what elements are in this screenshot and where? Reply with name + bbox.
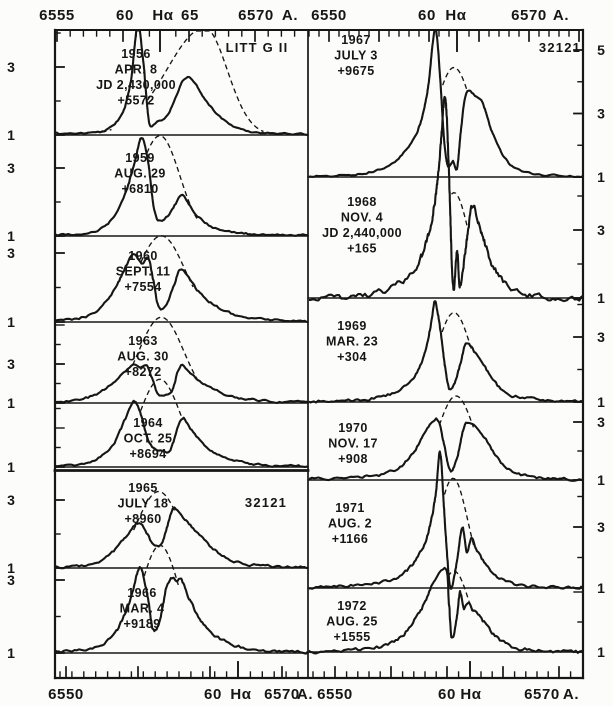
axis-tick-label: 6570 bbox=[264, 686, 300, 703]
axis-tick-label: A. bbox=[281, 7, 299, 24]
panel-label-line: JD 2,440,000 bbox=[322, 226, 402, 240]
y-tick-label: 1 bbox=[7, 645, 15, 661]
panel-label-line: 1965 bbox=[128, 481, 158, 495]
axis-tick-label: Hα bbox=[445, 7, 467, 24]
axis-tick-label: Hα bbox=[230, 686, 252, 703]
bottom-axis-left bbox=[48, 662, 313, 703]
axis-tick-label: Hα bbox=[152, 7, 174, 24]
axis-tick-label: 60 bbox=[116, 7, 134, 24]
panel-label-line: 1964 bbox=[133, 416, 163, 430]
dashed-comparison-profile bbox=[141, 379, 183, 419]
annotation bbox=[539, 40, 581, 55]
panel-label-line: 1966 bbox=[127, 586, 157, 600]
panel-1970 bbox=[308, 396, 605, 488]
dashed-comparison-profile bbox=[443, 68, 467, 90]
axis-tick-label: A. bbox=[296, 686, 314, 703]
y-tick-label: 3 bbox=[597, 414, 605, 430]
panel-label-line: +304 bbox=[337, 350, 367, 364]
y-tick-label: 5 bbox=[597, 42, 605, 58]
panel-label-line: +9675 bbox=[337, 64, 375, 78]
observed-profile bbox=[56, 254, 308, 322]
panel-label-line: NOV. 4 bbox=[340, 210, 384, 225]
panel-label-line: +5572 bbox=[117, 93, 155, 108]
axis-tick-label: 6550 bbox=[48, 686, 84, 703]
y-tick-label: 1 bbox=[7, 314, 15, 330]
y-tick-label: 1 bbox=[7, 560, 15, 576]
dashed-comparison-profile bbox=[452, 193, 468, 228]
y-tick-label: 1 bbox=[597, 394, 605, 410]
y-tick-label: 3 bbox=[597, 222, 605, 238]
panel-label-line: +6810 bbox=[121, 182, 159, 196]
dashed-comparison-profile bbox=[442, 313, 472, 352]
observed-profile bbox=[56, 364, 308, 403]
observed-profile bbox=[56, 138, 308, 236]
panel-1959 bbox=[7, 136, 308, 244]
axis-tick-label: 60 bbox=[438, 686, 456, 703]
y-tick-label: 1 bbox=[597, 644, 605, 660]
panel-1960 bbox=[7, 236, 308, 330]
observed-profile bbox=[56, 508, 308, 569]
panel-label-line: 1956 bbox=[121, 47, 151, 61]
y-tick-label: 1 bbox=[597, 580, 605, 596]
panel-label-line: MAR. 23 bbox=[325, 334, 379, 349]
plate-annotation: LITT G II bbox=[225, 40, 289, 55]
panel-label-line: JD 2,430,000 bbox=[96, 78, 176, 92]
panel-label-line: +1555 bbox=[333, 630, 371, 644]
axis-tick-label: 60 bbox=[418, 7, 436, 24]
panel-label-line: JULY 18 bbox=[117, 496, 169, 511]
panel-1968 bbox=[308, 97, 605, 306]
panel-label-line: 1968 bbox=[347, 195, 377, 209]
panel-label-line: +8272 bbox=[124, 365, 162, 379]
y-tick-label: 3 bbox=[597, 329, 605, 345]
panel-1972 bbox=[308, 568, 605, 660]
axis-tick-label: 6570 bbox=[238, 7, 274, 24]
panel-label-line: MAR. 4 bbox=[119, 601, 165, 616]
panel-label-line: APR. 8 bbox=[114, 62, 158, 77]
panel-label-line: JULY 3 bbox=[334, 48, 378, 63]
y-tick-label: 1 bbox=[597, 169, 605, 185]
panel-label-line: AUG. 25 bbox=[326, 614, 378, 629]
annotation bbox=[245, 495, 287, 510]
panel-1971 bbox=[308, 451, 605, 596]
bottom-axis-right bbox=[313, 662, 579, 703]
axis-tick-label: 6570 bbox=[524, 686, 560, 703]
y-tick-label: 3 bbox=[7, 160, 15, 176]
y-tick-label: 3 bbox=[7, 59, 15, 75]
panel-label-line: 1972 bbox=[337, 599, 367, 613]
panel-label-line: 1970 bbox=[338, 421, 368, 435]
y-tick-label: 3 bbox=[7, 245, 15, 261]
y-tick-label: 3 bbox=[597, 105, 605, 122]
panel-label-line: NOV. 17 bbox=[328, 436, 378, 451]
panel-label-line: +908 bbox=[338, 452, 368, 466]
panel-label-line: AUG. 29 bbox=[114, 166, 166, 181]
axis-tick-label: Hα bbox=[460, 686, 482, 703]
panel-label-line: 1967 bbox=[341, 33, 371, 47]
axis-tick-label: 6550 bbox=[317, 686, 353, 703]
axis-tick-label: 65 bbox=[181, 7, 199, 24]
y-tick-label: 1 bbox=[7, 459, 15, 475]
axis-tick-label: 60 bbox=[204, 686, 222, 703]
y-tick-label: 3 bbox=[597, 519, 605, 535]
axis-tick-label: A. bbox=[552, 7, 570, 24]
panel-label-line: +7554 bbox=[124, 280, 162, 294]
panel-1966 bbox=[7, 545, 308, 661]
y-tick-label: 3 bbox=[7, 356, 15, 372]
observed-profile bbox=[56, 401, 308, 467]
y-tick-label: 1 bbox=[597, 472, 605, 488]
axis-tick-label: 6550 bbox=[311, 7, 347, 24]
plate-annotation: 32121 bbox=[538, 40, 582, 55]
panel-label-line: +165 bbox=[347, 241, 377, 256]
panel-label-line: +8694 bbox=[129, 447, 167, 461]
y-tick-label: 1 bbox=[597, 290, 605, 306]
annotation bbox=[226, 40, 289, 55]
panel-label-line: 1971 bbox=[335, 501, 365, 515]
panel-label-line: +1166 bbox=[331, 532, 369, 546]
panel-label-line: +9189 bbox=[123, 617, 161, 631]
panel-label-line: AUG. 2 bbox=[327, 516, 373, 531]
axis-tick-label: 6570 bbox=[511, 7, 547, 24]
panel-label-line: OCT. 25 bbox=[123, 431, 173, 446]
axis-tick-label: A. bbox=[562, 686, 580, 703]
y-tick-label: 3 bbox=[7, 492, 15, 508]
y-tick-label: 1 bbox=[7, 395, 15, 411]
panel-1963 bbox=[7, 317, 308, 411]
y-tick-label: 1 bbox=[7, 127, 15, 143]
plate-annotation: 32121 bbox=[244, 495, 288, 510]
panel-1969 bbox=[308, 301, 605, 410]
panel-label-line: 1969 bbox=[337, 319, 367, 333]
panel-label-line: +8960 bbox=[124, 512, 162, 526]
panel-label-line: 1959 bbox=[125, 151, 155, 165]
panel-label-line: AUG. 30 bbox=[117, 349, 169, 364]
panel-label-line: 1963 bbox=[128, 334, 158, 348]
axis-tick-label: 6555 bbox=[39, 7, 75, 24]
y-tick-label: 1 bbox=[7, 228, 15, 244]
y-tick-label: 3 bbox=[7, 572, 15, 588]
panel-label-line: 1960 bbox=[128, 249, 158, 263]
observed-profile bbox=[56, 567, 308, 654]
panel-label-line: SEPT. 11 bbox=[115, 264, 171, 279]
